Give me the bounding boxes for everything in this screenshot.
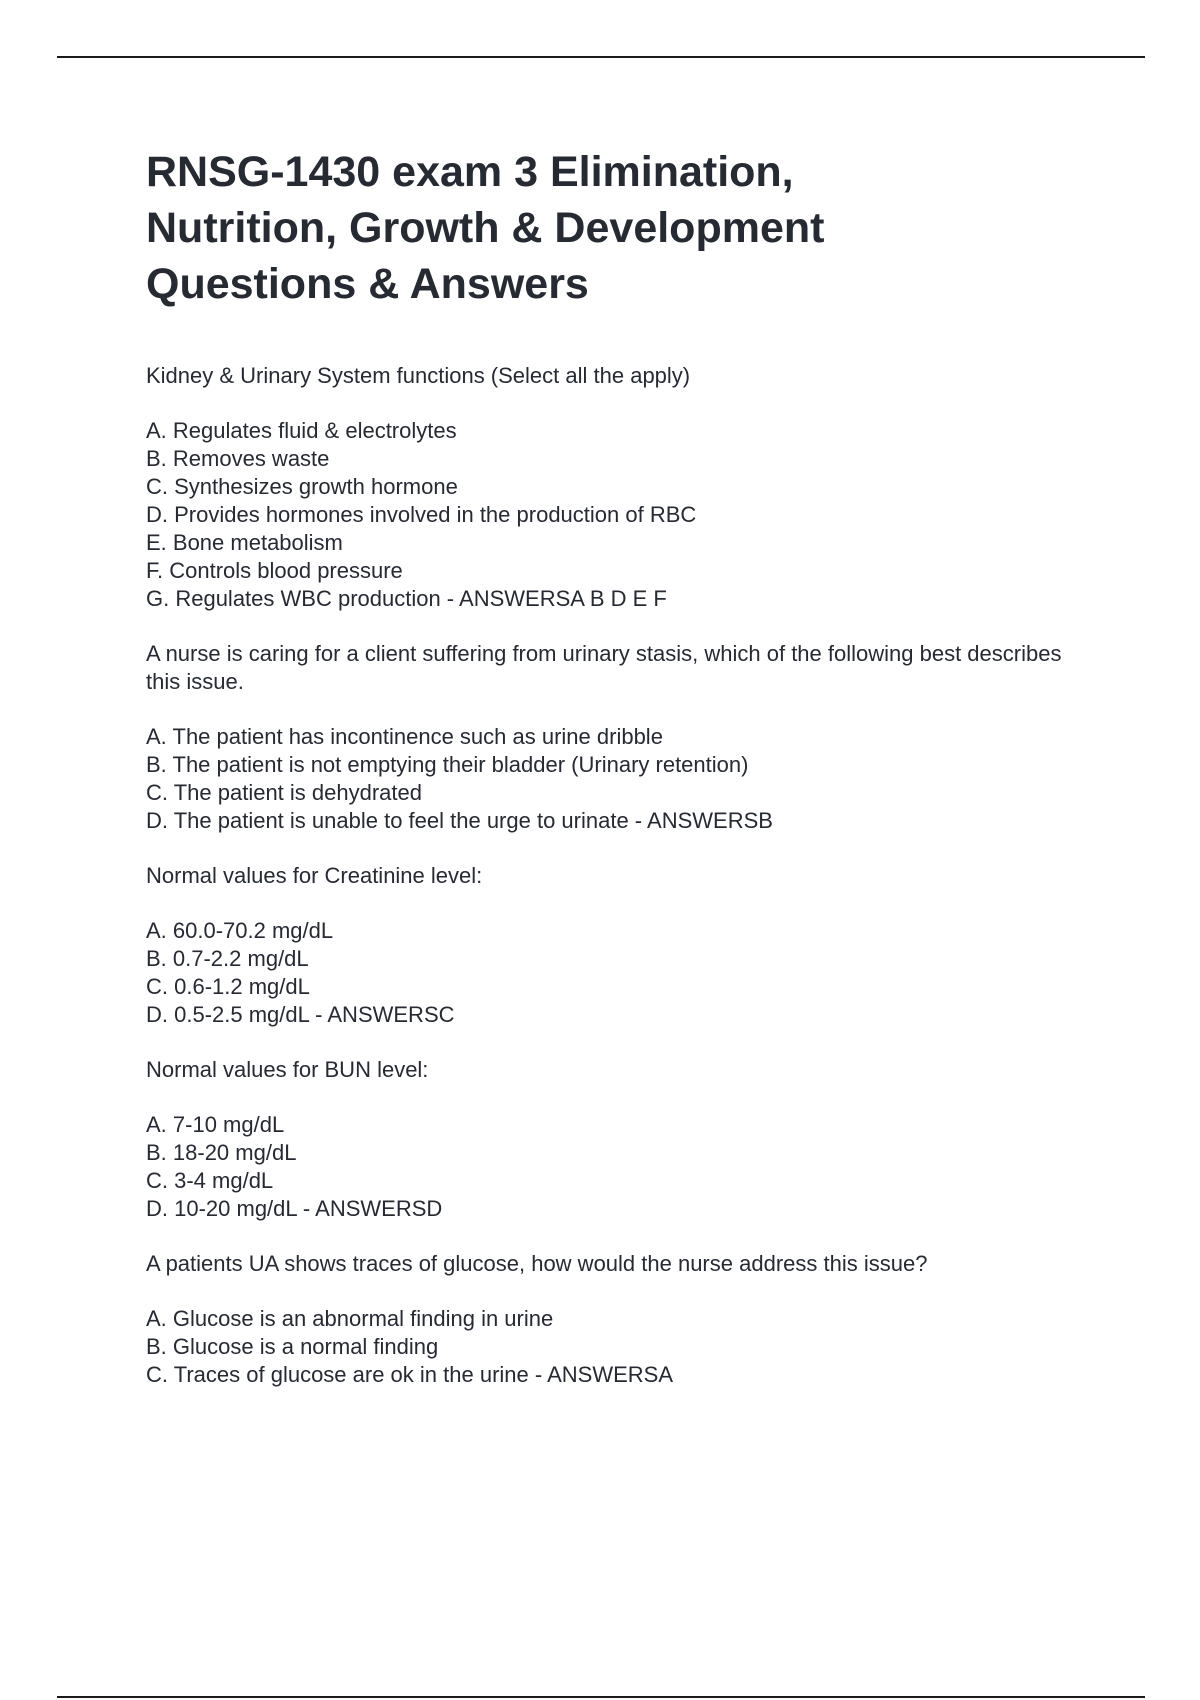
question-block [146,362,1066,613]
question-block [146,1056,1066,1223]
answer-option: B. Glucose is a normal finding [146,1334,439,1359]
title-line: Nutrition, Growth & Development [146,204,825,252]
answer-option: D. 10-20 mg/dL - ANSWERSD [146,1196,443,1221]
answer-option: A. 7-10 mg/dL [146,1112,285,1137]
option-list [146,417,1066,613]
bottom-rule [57,1696,1145,1698]
answer-option: C. Synthesizes growth hormone [146,474,458,499]
title-line: RNSG-1430 exam 3 Elimination, [146,148,794,196]
question-text: Kidney & Urinary System functions (Select all the apply) [146,363,691,388]
question-text: A nurse is caring for a client suffering from urinary stasis, which of the following best describes this issue. [146,641,1062,694]
document-body [146,144,1066,1416]
answer-option: B. The patient is not emptying their bladder (Urinary retention) [146,752,749,777]
question-text: Normal values for Creatinine level: [146,863,483,888]
answer-option: B. 0.7-2.2 mg/dL [146,946,309,971]
question-block [146,1250,1066,1389]
answer-option: B. Removes waste [146,446,330,471]
answer-option: C. 3-4 mg/dL [146,1168,274,1193]
answer-option: A. Regulates fluid & electrolytes [146,418,457,443]
option-list [146,1111,1066,1223]
option-list [146,723,1066,835]
answer-option: F. Controls blood pressure [146,558,403,583]
question-text: A patients UA shows traces of glucose, how would the nurse address this issue? [146,1251,928,1276]
question-text: Normal values for BUN level: [146,1057,429,1082]
top-rule [57,56,1145,58]
answer-option: A. Glucose is an abnormal finding in urine [146,1306,554,1331]
answer-option: C. The patient is dehydrated [146,780,422,805]
option-list [146,917,1066,1029]
answer-option: D. The patient is unable to feel the urge to urinate - ANSWERSB [146,808,773,833]
answer-option: E. Bone metabolism [146,530,343,555]
question-list [146,362,1066,1389]
answer-option: B. 18-20 mg/dL [146,1140,297,1165]
answer-option: C. 0.6-1.2 mg/dL [146,974,310,999]
answer-option: A. 60.0-70.2 mg/dL [146,918,334,943]
option-list [146,1305,1066,1389]
question-block [146,640,1066,835]
document-title [146,144,1066,312]
answer-option: D. 0.5-2.5 mg/dL - ANSWERSC [146,1002,455,1027]
answer-option: D. Provides hormones involved in the production of RBC [146,502,697,527]
title-line: Questions & Answers [146,260,589,308]
answer-option: A. The patient has incontinence such as urine dribble [146,724,663,749]
answer-option: C. Traces of glucose are ok in the urine - ANSWERSA [146,1362,674,1387]
answer-option: G. Regulates WBC production - ANSWERSA B D E F [146,586,667,611]
question-block [146,862,1066,1029]
